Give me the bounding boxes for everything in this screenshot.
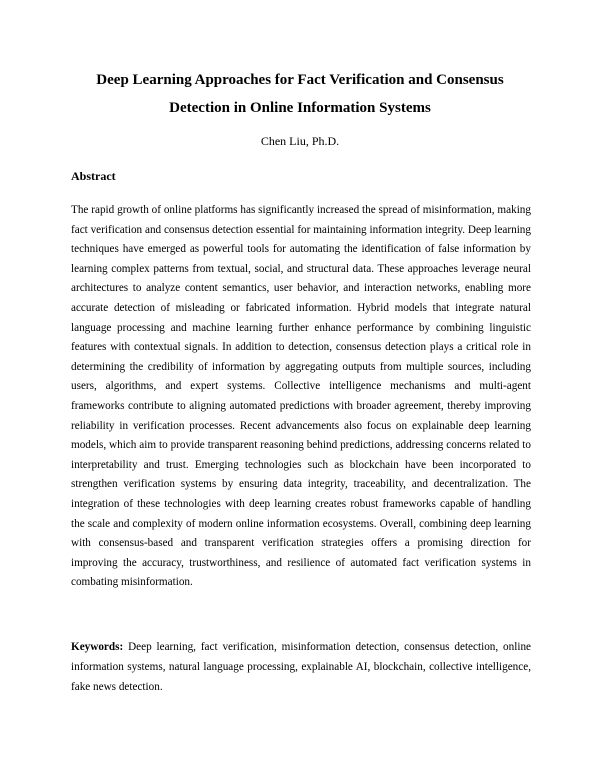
abstract-text: The rapid growth of online platforms has significantly increased the spread of misinformation, making fact verification and consensus detection essential for maintaining information integrity. Deep learning techniques have emerged as powerful tools for automating the identification of false information by learning complex patterns from textual, social, and structural data. These approaches leverage neural architectures to analyze content semantics, user behavior, and interaction networks, enabling more accurate detection of misleading or fabricated information. Hybrid models that integrate natural language processing and machine learning further enhance performance by combining linguistic features with contextual signals. In addition to detection, consensus detection plays a critical role in determining the credibility of information by aggregating outputs from multiple sources, including users, algorithms, and expert systems. Collective intelligence mechanisms and multi-agent frameworks contribute to aligning automated predictions with broader agreement, thereby improving reliability in verification processes. Recent advancements also focus on explainable deep learning models, which aim to provide transparent reasoning behind predictions, addressing concerns related to interpretability and trust. Emerging technologies such as blockchain have been incorporated to strengthen verification systems by ensuring data integrity, traceability, and decentralization. The integration of these technologies with deep learning creates robust frameworks capable of handling the scale and complexity of modern online information ecosystems. Overall, combining deep learning with consensus-based and transparent verification strategies offers a promising direction for improving the accuracy, trustworthiness, and resilience of automated fact verification systems in combating misinformation.: [71, 204, 531, 589]
paper-title: [60, 66, 540, 122]
paper-title-line-1: Deep Learning Approaches for Fact Verification and Consensus: [96, 72, 504, 88]
keywords-text: Deep learning, fact verification, misinformation detection, consensus detection, online information systems, natural language processing, explainable AI, blockchain, collective intelligence, fake news detection.: [71, 641, 532, 693]
keywords-label: Keywords:: [71, 641, 124, 653]
paper-title-line-2: Detection in Online Information Systems: [169, 100, 431, 116]
keywords-paragraph: [71, 637, 531, 697]
author-name: Chen Liu, Ph.D.: [260, 134, 340, 148]
abstract-heading: Abstract: [71, 169, 116, 183]
